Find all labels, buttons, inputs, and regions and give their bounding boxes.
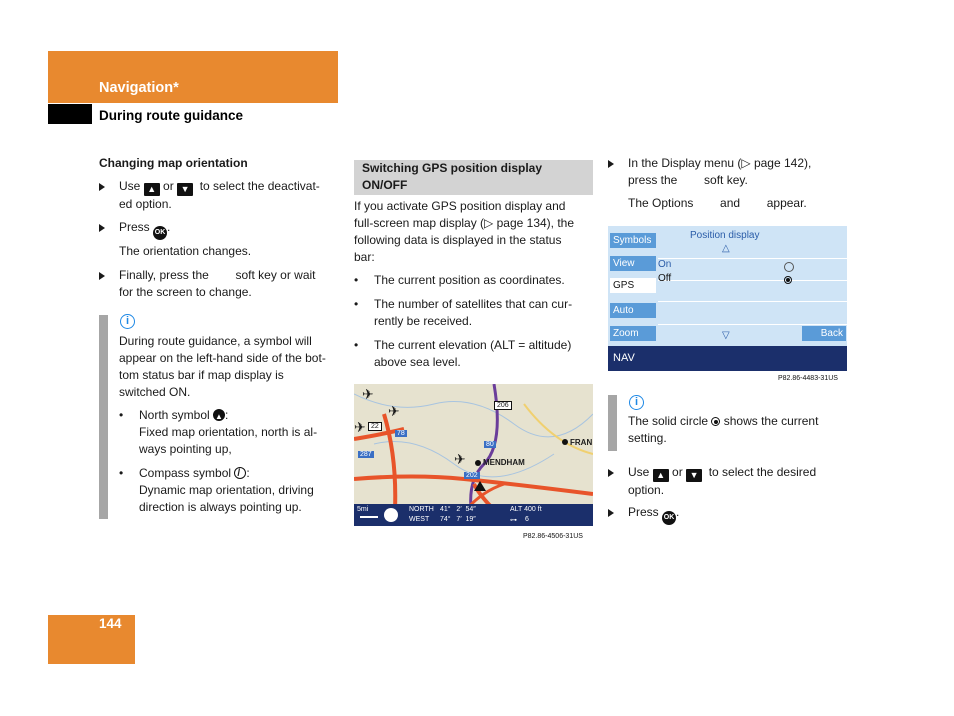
heading-line: ON/OFF: [362, 178, 408, 192]
north-symbol-icon: [213, 409, 225, 421]
compass-icon: [384, 508, 398, 522]
north-bullet: • North symbol ▲ : Fixed map orientation, north is al- ways pointing up,: [139, 407, 344, 458]
satellite-count: 6: [525, 516, 529, 523]
step-text: press the soft key.: [628, 173, 748, 187]
header-marker: [48, 104, 92, 124]
radio-on-icon: [784, 262, 794, 272]
col1-step3: [119, 267, 341, 301]
ok-button-icon: OK: [662, 511, 676, 525]
map-caption: P82.86-4506-31US: [523, 533, 583, 540]
west-label: WEST: [409, 516, 430, 523]
up-key-icon: ▲: [653, 469, 669, 482]
status-bar: [354, 504, 593, 526]
col3-step1: [628, 155, 848, 189]
compass-desc: Dynamic map orientation, driving: [139, 483, 314, 497]
longitude: 74° 7′ 19″: [440, 516, 476, 523]
info-line: During route guidance, a symbol will: [119, 334, 312, 348]
airport-icon: ✈: [388, 403, 400, 419]
subsection-title: During route guidance: [99, 108, 244, 123]
compass-bullet: • Compass symbol / : Dynamic map orientation, driving direction is always pointing up.: [139, 465, 344, 516]
symbols-button[interactable]: Symbols: [610, 233, 656, 248]
radio-off-selected-icon: [784, 276, 792, 284]
airport-icon: ✈: [362, 386, 374, 402]
airport-icon: ✈: [354, 419, 366, 435]
step-text: or: [163, 179, 174, 193]
view-button[interactable]: View: [610, 256, 656, 271]
gps-heading: [362, 160, 542, 194]
col1-step1: [119, 178, 341, 213]
info-icon: i: [120, 314, 135, 329]
info-line: The solid circle: [628, 414, 709, 428]
header-band: [48, 51, 338, 103]
info-line: setting.: [628, 431, 667, 445]
row-divider: [658, 280, 847, 281]
step-text: Press: [628, 505, 659, 519]
col1-step2: Press OK .: [119, 219, 170, 240]
col3-info-text: [628, 413, 848, 447]
intro-line: If you activate GPS position display and: [354, 199, 566, 213]
step-text: option.: [628, 483, 665, 497]
ok-button-icon: OK: [153, 226, 167, 240]
bullet-line: above sea level.: [374, 355, 461, 369]
north-desc: Fixed map orientation, north is al-: [139, 425, 318, 439]
screen-caption: P82.86-4483-31US: [778, 375, 838, 382]
up-key-icon: ▲: [144, 183, 160, 196]
zoom-button[interactable]: Zoom: [610, 326, 656, 341]
info-icon: i: [629, 395, 644, 410]
step-text: to select the deactivat-: [199, 179, 320, 193]
info-line: shows the current: [723, 414, 819, 428]
step-text: Use: [628, 465, 650, 479]
scale-bar: [360, 516, 378, 518]
back-button[interactable]: Back: [802, 326, 846, 341]
bullet-line: rently be received.: [374, 314, 473, 328]
col3-step2: [628, 464, 848, 499]
intro-line: full-screen map display (▷ page 134), the: [354, 216, 575, 230]
step-text: or: [672, 465, 683, 479]
info-line: switched ON.: [119, 385, 191, 399]
north-desc: ways pointing up,: [139, 442, 232, 456]
section-title: Navigation*: [99, 80, 179, 96]
heading-line: Switching GPS position display: [362, 161, 543, 175]
down-key-icon: ▼: [177, 183, 193, 196]
airport-icon: ✈: [454, 451, 466, 467]
compass-label: Compass symbol: [139, 466, 232, 480]
gps-bullet-1: • The current position as coordinates.: [374, 272, 565, 289]
info-line: tom status bar if map display is: [119, 368, 284, 382]
north-label: North symbol: [139, 408, 210, 422]
scale-label: 5mi: [357, 506, 369, 513]
bullet-line: • The current elevation (ALT = altitude): [374, 338, 572, 352]
gps-bullet-3: [374, 337, 571, 371]
info-bar: [608, 395, 617, 451]
satellite-icon: ⊶: [510, 517, 517, 524]
shield-80: 80: [486, 441, 494, 448]
town-fran: FRAN: [570, 438, 593, 447]
gps-intro: [354, 198, 594, 266]
row-divider: [658, 301, 847, 302]
screen-title: Position display: [690, 230, 760, 241]
row-divider: [658, 324, 847, 325]
col1-result: The orientation changes.: [119, 244, 252, 258]
step-text: Use: [119, 179, 141, 193]
arrow-down-icon: ▽: [722, 330, 730, 341]
intro-line: bar:: [354, 250, 375, 264]
shield-22: 22: [368, 422, 382, 431]
bullet-line: • The number of satellites that can cur-: [374, 297, 573, 311]
step-text: In the Display menu (▷ page 142),: [628, 156, 812, 170]
position-display-screenshot: [608, 226, 847, 371]
step-text: for the screen to change.: [119, 285, 252, 299]
step-text: ed option.: [119, 197, 172, 211]
gps-bullet-2: [374, 296, 572, 330]
compass-symbol-icon: [234, 467, 246, 479]
gps-button[interactable]: GPS: [610, 278, 656, 293]
auto-button[interactable]: Auto: [610, 303, 656, 318]
shield-206: 206: [494, 401, 512, 410]
solid-circle-icon: [711, 417, 720, 426]
col3-result: The Options and appear.: [628, 196, 807, 210]
shield-78: 78: [397, 430, 405, 437]
option-off[interactable]: Off: [658, 273, 672, 284]
arrow-up-icon: △: [722, 243, 730, 254]
town-mendham: MENDHAM: [483, 458, 525, 467]
step-text: Finally, press the soft key or wait: [119, 268, 316, 282]
page-number: 144: [99, 616, 122, 631]
nav-status-bar: NAV: [608, 346, 847, 371]
col3-step3: Press OK .: [628, 504, 679, 525]
option-on[interactable]: On: [658, 259, 672, 270]
col1-info-text: [119, 333, 344, 401]
north-label: NORTH: [409, 506, 434, 513]
shield-287: 287: [360, 451, 372, 458]
map-screenshot: [354, 384, 593, 526]
latitude: 41° 2′ 54″: [440, 506, 476, 513]
intro-line: following data is displayed in the status: [354, 233, 562, 247]
down-key-icon: ▼: [686, 469, 702, 482]
info-bar: [99, 315, 108, 519]
compass-desc: direction is always pointing up.: [139, 500, 302, 514]
row-divider: [658, 258, 847, 259]
step-text: Press: [119, 220, 150, 234]
info-line: appear on the left-hand side of the bot-: [119, 351, 326, 365]
altitude: ALT 400 ft: [510, 506, 542, 513]
step-text: to select the desired: [708, 465, 817, 479]
shield-202: 202: [466, 472, 478, 479]
col1-heading: Changing map orientation: [99, 156, 248, 170]
